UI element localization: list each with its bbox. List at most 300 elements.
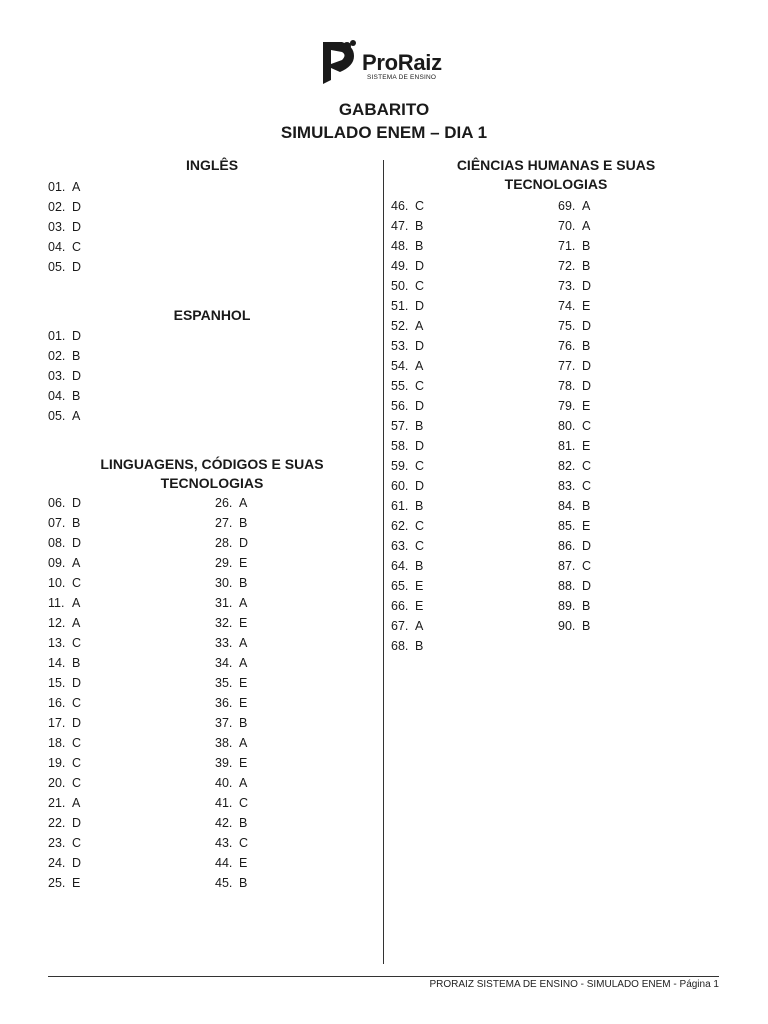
proraiz-logo-icon [320, 38, 360, 88]
answer-item [558, 316, 591, 336]
answer-letter: A [72, 180, 81, 194]
question-number: 09. [48, 556, 66, 570]
answer-item [215, 573, 248, 593]
question-number: 86. [558, 539, 576, 553]
question-number: 75. [558, 319, 576, 333]
answer-letter: D [72, 329, 82, 343]
answer-letter: A [415, 359, 424, 373]
answer-item [558, 596, 591, 616]
answer-letter: B [415, 219, 424, 233]
answer-item [558, 436, 591, 456]
answer-letter: D [72, 816, 82, 830]
answer-item [48, 237, 81, 257]
answer-letter: E [239, 556, 248, 570]
logo-brand: ProRaiz [362, 50, 442, 75]
answer-letter: D [415, 399, 425, 413]
answer-item [48, 513, 81, 533]
question-number: 22. [48, 816, 66, 830]
answer-letter: A [239, 736, 248, 750]
answer-letter: C [415, 279, 425, 293]
answer-letter: D [72, 496, 82, 510]
question-number: 24. [48, 856, 66, 870]
question-number: 64. [391, 559, 409, 573]
proraiz-logo [320, 38, 460, 88]
answer-letter: B [239, 876, 248, 890]
answer-list-linguagens-col2 [215, 493, 248, 893]
question-number: 84. [558, 499, 576, 513]
answer-item [558, 536, 591, 556]
answer-item [215, 873, 248, 893]
answer-item [48, 833, 81, 853]
answer-item [558, 476, 591, 496]
answer-letter: C [72, 756, 82, 770]
question-number: 76. [558, 339, 576, 353]
question-number: 15. [48, 676, 66, 690]
question-number: 04. [48, 240, 66, 254]
answer-item [391, 296, 424, 316]
answer-letter: D [72, 260, 82, 274]
question-number: 16. [48, 696, 66, 710]
answer-letter: D [72, 536, 82, 550]
question-number: 53. [391, 339, 409, 353]
question-number: 10. [48, 576, 66, 590]
answer-letter: D [72, 220, 82, 234]
answer-letter: B [72, 656, 81, 670]
answer-item [48, 326, 81, 346]
answer-item [391, 396, 424, 416]
question-number: 29. [215, 556, 233, 570]
answer-letter: B [72, 516, 81, 530]
question-number: 38. [215, 736, 233, 750]
question-number: 11. [48, 596, 65, 610]
answer-item [48, 406, 81, 426]
answer-item [391, 536, 424, 556]
question-number: 03. [48, 369, 66, 383]
question-number: 35. [215, 676, 233, 690]
question-number: 28. [215, 536, 233, 550]
question-number: 66. [391, 599, 409, 613]
question-number: 14. [48, 656, 66, 670]
answer-letter: C [72, 696, 82, 710]
answer-item [215, 853, 248, 873]
answer-item [48, 197, 81, 217]
answer-letter: D [582, 539, 592, 553]
question-number: 46. [391, 199, 409, 213]
question-number: 01. [48, 180, 66, 194]
answer-item [48, 633, 81, 653]
answer-item [48, 653, 81, 673]
answer-letter: A [239, 496, 248, 510]
answer-letter: A [239, 636, 248, 650]
question-number: 32. [215, 616, 233, 630]
answer-letter: A [72, 796, 81, 810]
answer-letter: E [582, 399, 591, 413]
answer-item [215, 493, 248, 513]
answer-letter: C [415, 199, 425, 213]
question-number: 56. [391, 399, 409, 413]
answer-item [391, 196, 424, 216]
answer-item [391, 376, 424, 396]
answer-list-espanhol [48, 326, 81, 426]
question-number: 83. [558, 479, 576, 493]
question-number: 51. [391, 299, 409, 313]
answer-item [391, 556, 424, 576]
answer-letter: E [415, 579, 424, 593]
answer-item [391, 456, 424, 476]
answer-item [391, 276, 424, 296]
answer-item [215, 773, 248, 793]
answer-letter: C [582, 479, 592, 493]
question-number: 39. [215, 756, 233, 770]
question-number: 54. [391, 359, 409, 373]
answer-letter: B [415, 419, 424, 433]
answer-item [558, 416, 591, 436]
answer-letter: B [239, 576, 248, 590]
question-number: 30. [215, 576, 233, 590]
question-number: 68. [391, 639, 409, 653]
question-number: 05. [48, 260, 66, 274]
answer-item [215, 613, 248, 633]
answer-letter: D [415, 299, 425, 313]
answer-letter: A [239, 596, 248, 610]
answer-item [391, 436, 424, 456]
answer-item [48, 553, 81, 573]
question-number: 58. [391, 439, 409, 453]
question-number: 37. [215, 716, 233, 730]
question-number: 20. [48, 776, 66, 790]
answer-letter: C [72, 636, 82, 650]
answer-letter: A [582, 219, 591, 233]
answer-letter: E [415, 599, 424, 613]
answer-letter: B [239, 716, 248, 730]
answer-item [215, 513, 248, 533]
answer-letter: C [239, 836, 249, 850]
question-number: 78. [558, 379, 576, 393]
section-title-linguagens-line2: TECNOLOGIAS [160, 475, 264, 491]
question-number: 72. [558, 259, 576, 273]
answer-item [48, 493, 81, 513]
answer-item [48, 366, 81, 386]
answer-letter: D [415, 479, 425, 493]
answer-item [48, 533, 81, 553]
answer-letter: D [72, 369, 82, 383]
answer-letter: A [239, 776, 248, 790]
question-number: 81. [558, 439, 576, 453]
answer-item [48, 257, 81, 277]
answer-letter: D [582, 319, 592, 333]
answer-item [215, 833, 248, 853]
question-number: 77. [558, 359, 576, 373]
answer-letter: C [415, 539, 425, 553]
answer-item [48, 793, 81, 813]
answer-item [391, 336, 424, 356]
question-number: 18. [48, 736, 66, 750]
question-number: 50. [391, 279, 409, 293]
answer-list-humanas-col1 [391, 196, 424, 656]
question-number: 19. [48, 756, 66, 770]
answer-letter: D [415, 339, 425, 353]
answer-letter: E [582, 519, 591, 533]
question-number: 01. [48, 329, 66, 343]
answer-item [48, 613, 81, 633]
answer-letter: E [239, 676, 248, 690]
answer-item [48, 853, 81, 873]
answer-item [48, 753, 81, 773]
answer-letter: B [72, 349, 81, 363]
answer-letter: D [415, 439, 425, 453]
question-number: 27. [215, 516, 233, 530]
answer-letter: B [415, 499, 424, 513]
answer-letter: D [72, 200, 82, 214]
answer-item [391, 516, 424, 536]
answer-item [215, 753, 248, 773]
section-title-ingles: INGLÊS [185, 157, 239, 173]
answer-list-ingles [48, 177, 81, 277]
question-number: 87. [558, 559, 576, 573]
section-title-espanhol: ESPANHOL [173, 307, 251, 323]
answer-item [48, 773, 81, 793]
answer-item [215, 813, 248, 833]
question-number: 04. [48, 389, 66, 403]
page-title: GABARITO [338, 100, 430, 119]
answer-item [48, 713, 81, 733]
answer-item [215, 653, 248, 673]
question-number: 85. [558, 519, 576, 533]
answer-letter: A [239, 656, 248, 670]
answer-item [48, 346, 81, 366]
answer-item [48, 673, 81, 693]
question-number: 26. [215, 496, 233, 510]
question-number: 43. [215, 836, 233, 850]
answer-letter: E [72, 876, 81, 890]
answer-letter: B [582, 599, 591, 613]
answer-item [215, 733, 248, 753]
answer-item [391, 236, 424, 256]
answer-item [558, 276, 591, 296]
question-number: 12. [48, 616, 66, 630]
answer-item [48, 813, 81, 833]
question-number: 59. [391, 459, 409, 473]
question-number: 07. [48, 516, 66, 530]
question-number: 49. [391, 259, 409, 273]
logo-subtitle: SISTEMA DE ENSINO [367, 74, 437, 81]
question-number: 03. [48, 220, 66, 234]
question-number: 80. [558, 419, 576, 433]
page-subtitle: SIMULADO ENEM – DIA 1 [280, 123, 488, 142]
question-number: 79. [558, 399, 576, 413]
answer-list-linguagens-col1 [48, 493, 81, 893]
answer-letter: E [239, 856, 248, 870]
question-number: 34. [215, 656, 233, 670]
question-number: 06. [48, 496, 66, 510]
answer-letter: E [239, 696, 248, 710]
answer-letter: D [415, 259, 425, 273]
question-number: 82. [558, 459, 576, 473]
answer-item [558, 376, 591, 396]
question-number: 05. [48, 409, 66, 423]
answer-item [215, 533, 248, 553]
answer-letter: C [72, 776, 82, 790]
answer-letter: D [72, 676, 82, 690]
page-footer: PRORAIZ SISTEMA DE ENSINO - SIMULADO ENEM - Página 1 [429, 979, 719, 990]
answer-letter: B [582, 619, 591, 633]
answer-letter: B [239, 516, 248, 530]
answer-letter: D [72, 716, 82, 730]
answer-item [558, 396, 591, 416]
answer-letter: C [239, 796, 249, 810]
question-number: 90. [558, 619, 576, 633]
answer-item [558, 356, 591, 376]
answer-letter: D [239, 536, 249, 550]
question-number: 63. [391, 539, 409, 553]
answer-item [215, 693, 248, 713]
answer-letter: E [239, 616, 248, 630]
answer-item [48, 217, 81, 237]
answer-letter: A [415, 319, 424, 333]
answer-item [48, 733, 81, 753]
answer-item [558, 296, 591, 316]
answer-letter: C [72, 576, 82, 590]
question-number: 60. [391, 479, 409, 493]
question-number: 74. [558, 299, 576, 313]
question-number: 47. [391, 219, 409, 233]
question-number: 44. [215, 856, 233, 870]
footer-rule [48, 976, 719, 977]
answer-letter: A [582, 199, 591, 213]
answer-letter: B [582, 239, 591, 253]
answer-item [558, 236, 591, 256]
answer-item [558, 556, 591, 576]
answer-item [48, 177, 81, 197]
answer-letter: B [415, 559, 424, 573]
answer-letter: D [72, 856, 82, 870]
answer-letter: A [72, 596, 81, 610]
question-number: 41. [215, 796, 233, 810]
answer-letter: C [72, 736, 82, 750]
question-number: 61. [391, 499, 409, 513]
answer-item [215, 673, 248, 693]
answer-item [215, 793, 248, 813]
answer-item [558, 456, 591, 476]
question-number: 89. [558, 599, 576, 613]
section-title-linguagens-line1: LINGUAGENS, CÓDIGOS E SUAS [100, 456, 324, 472]
answer-item [215, 593, 248, 613]
question-number: 08. [48, 536, 66, 550]
answer-letter: D [582, 579, 592, 593]
answer-letter: C [582, 559, 592, 573]
section-title-humanas-line1: CIÊNCIAS HUMANAS E SUAS [456, 157, 656, 173]
answer-item [48, 593, 81, 613]
question-number: 67. [391, 619, 409, 633]
answer-letter: E [582, 299, 591, 313]
question-number: 13. [48, 636, 66, 650]
question-number: 42. [215, 816, 233, 830]
answer-item [391, 616, 424, 636]
answer-item [391, 576, 424, 596]
question-number: 17. [48, 716, 66, 730]
answer-letter: B [582, 339, 591, 353]
answer-letter: B [239, 816, 248, 830]
answer-letter: C [415, 379, 425, 393]
answer-item [391, 496, 424, 516]
question-number: 73. [558, 279, 576, 293]
answer-letter: A [72, 556, 81, 570]
question-number: 57. [391, 419, 409, 433]
question-number: 69. [558, 199, 576, 213]
answer-letter: B [415, 639, 424, 653]
question-number: 23. [48, 836, 66, 850]
answer-letter: C [582, 419, 592, 433]
answer-letter: B [415, 239, 424, 253]
answer-item [391, 216, 424, 236]
question-number: 70. [558, 219, 576, 233]
answer-item [391, 596, 424, 616]
answer-item [391, 476, 424, 496]
question-number: 02. [48, 200, 66, 214]
answer-item [48, 873, 81, 893]
answer-item [391, 416, 424, 436]
answer-item [391, 316, 424, 336]
question-number: 40. [215, 776, 233, 790]
answer-letter: B [72, 389, 81, 403]
answer-item [558, 336, 591, 356]
question-number: 88. [558, 579, 576, 593]
answer-letter: D [582, 279, 592, 293]
answer-item [391, 256, 424, 276]
answer-item [558, 256, 591, 276]
question-number: 52. [391, 319, 409, 333]
column-divider [383, 160, 384, 964]
question-number: 21. [48, 796, 66, 810]
answer-item [558, 576, 591, 596]
answer-item [391, 636, 424, 656]
answer-letter: A [72, 409, 81, 423]
question-number: 62. [391, 519, 409, 533]
answer-item [215, 553, 248, 573]
answer-letter: C [415, 519, 425, 533]
question-number: 25. [48, 876, 66, 890]
answer-item [48, 573, 81, 593]
answer-letter: A [415, 619, 424, 633]
question-number: 55. [391, 379, 409, 393]
answer-letter: B [582, 259, 591, 273]
answer-item [215, 633, 248, 653]
section-title-humanas [391, 156, 721, 194]
question-number: 36. [215, 696, 233, 710]
answer-letter: C [582, 459, 592, 473]
answer-item [48, 693, 81, 713]
answer-letter: C [72, 240, 82, 254]
question-number: 71. [558, 239, 576, 253]
section-title-humanas-line2: TECNOLOGIAS [504, 176, 608, 192]
answer-letter: C [72, 836, 82, 850]
answer-letter: E [239, 756, 248, 770]
answer-item [558, 496, 591, 516]
answer-item [215, 713, 248, 733]
answer-item [558, 216, 591, 236]
section-title-linguagens [48, 455, 376, 493]
answer-item [558, 196, 591, 216]
answer-item [558, 516, 591, 536]
answer-letter: A [72, 616, 81, 630]
question-number: 45. [215, 876, 233, 890]
answer-letter: D [582, 379, 592, 393]
answer-letter: B [582, 499, 591, 513]
answer-item [558, 616, 591, 636]
question-number: 33. [215, 636, 233, 650]
answer-letter: C [415, 459, 425, 473]
question-number: 48. [391, 239, 409, 253]
